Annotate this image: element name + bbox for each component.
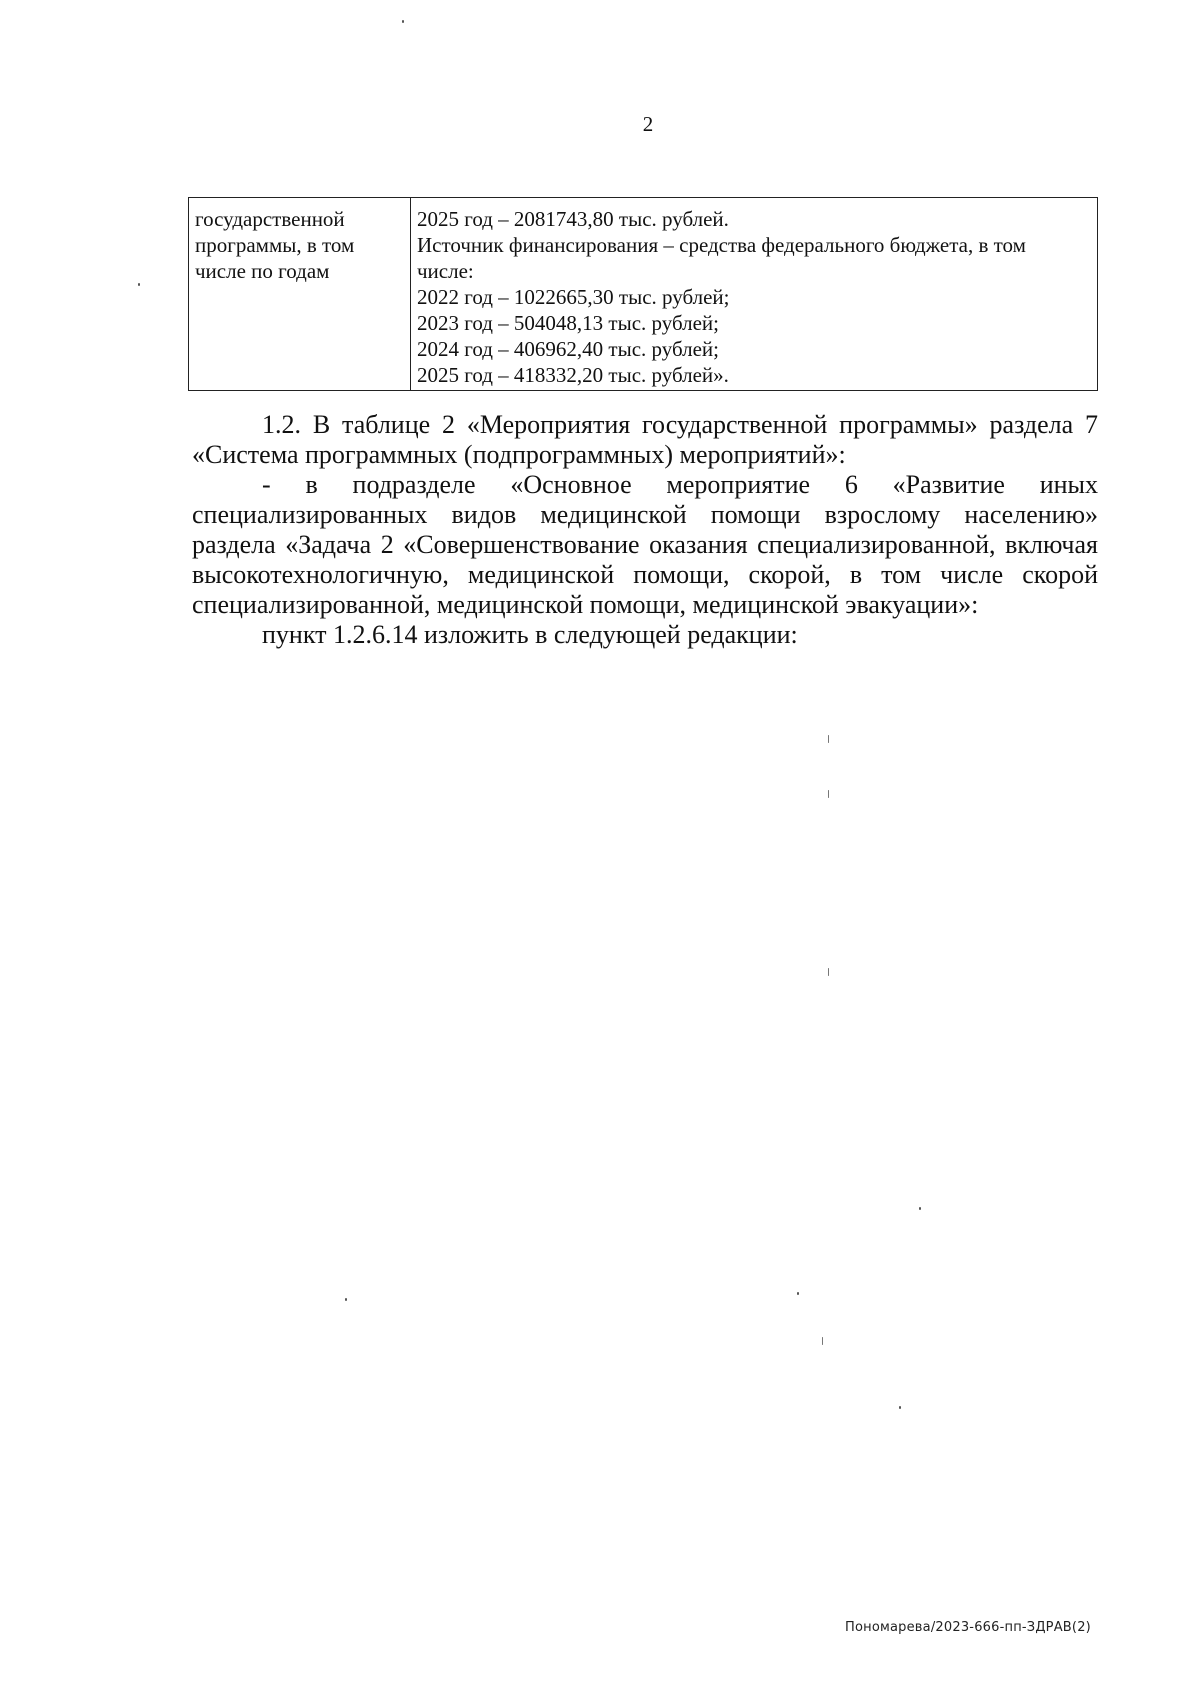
value-line: 2024 год – 406962,40 тыс. рублей; [417, 337, 720, 361]
paragraph-amendment-1-2: 1.2. В таблице 2 «Мероприятия государственной программы» раздела 7 «Система программных (подпрограммных) мероприятий»: [192, 410, 1098, 469]
value-line: 2022 год – 1022665,30 тыс. рублей; [417, 285, 730, 309]
scan-speck [919, 1207, 921, 1210]
table-cell-label [189, 198, 411, 391]
table-row [189, 198, 1098, 391]
label-line: программы, в том [195, 233, 355, 257]
value-line: числе: [417, 259, 474, 283]
document-code: Пономарева/2023-666-пп-ЗДРАВ(2) [845, 1620, 1091, 1635]
document-body [192, 410, 1098, 650]
scan-speck [822, 1337, 823, 1345]
scan-speck [828, 735, 829, 743]
scan-speck [402, 20, 404, 23]
label-line: числе по годам [195, 259, 330, 283]
page-number: 2 [642, 112, 654, 136]
value-line: 2023 год – 504048,13 тыс. рублей; [417, 311, 720, 335]
scan-speck [345, 1298, 347, 1301]
label-line: государственной [195, 207, 345, 231]
financing-table [188, 197, 1098, 391]
value-line: 2025 год – 418332,20 тыс. рублей». [417, 363, 729, 387]
paragraph-point: пункт 1.2.6.14 изложить в следующей редакции: [262, 620, 798, 649]
table-cell-values [411, 198, 1098, 391]
value-line: Источник финансирования – средства федерального бюджета, в том [417, 233, 1026, 257]
scan-speck [828, 968, 829, 976]
scan-speck [899, 1406, 901, 1409]
scan-speck [797, 1292, 799, 1295]
scan-speck [138, 283, 140, 286]
scan-speck [828, 790, 829, 798]
value-line: 2025 год – 2081743,80 тыс. рублей. [417, 207, 729, 231]
paragraph-subsection: - в подразделе «Основное мероприятие 6 «Развитие иных специализированных видов медицинской помощи взрослому населению» раздела «Задача 2 «Совершенствование оказания специализированной, включая высокотехнологичную, медицинской помощи, скорой, в том числе скорой специализированной, медицинской помощи, медицинской эвакуации»: [192, 470, 1098, 619]
